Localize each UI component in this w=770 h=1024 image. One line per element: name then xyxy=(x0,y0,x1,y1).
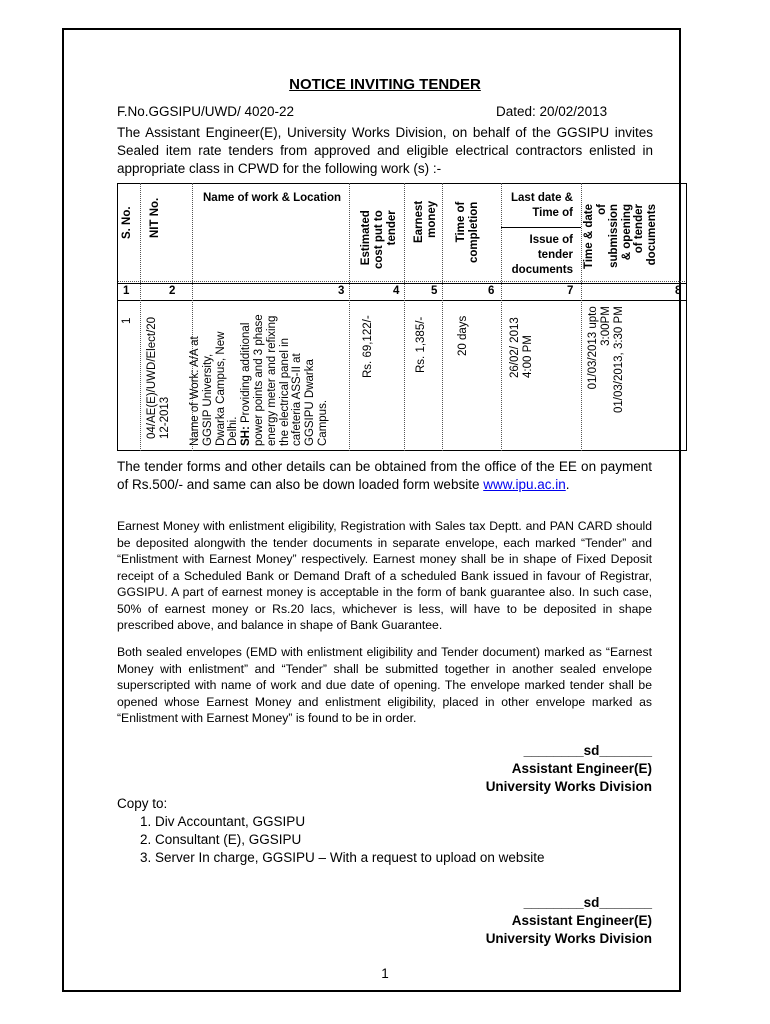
row-sno: 1 xyxy=(121,317,133,324)
row-nit: 04/AE(E)/UWD/Elect/20 12-2013 xyxy=(146,316,171,439)
row-work-description: Name of Work: A/A at GGSIP University, Dwarka Campus, New Delhi. SH: Providing additional power points and 3 phase energy meter and refixing the electrical panel in cafeteria ASS-II at GGSIPU Dwarka Campus. xyxy=(189,314,329,446)
col-number: 6 xyxy=(488,285,495,297)
col-number: 4 xyxy=(393,285,400,297)
website-link[interactable]: www.ipu.ac.in xyxy=(483,477,566,492)
copy-to-item: 1. Div Accountant, GGSIPU xyxy=(155,813,544,831)
header-issue: Issue of tender documents xyxy=(511,234,573,276)
earnest-money-paragraph: Earnest Money with enlistment eligibility, Registration with Sales tax Deptt. and PAN CARD should be deposited alongwith the tender documents in separate envelope, each marked “Tender” and “Enlistment with Earnest Money” respectively. Earnest money shall be in shape of Fixed Deposit receipt of a Scheduled Bank or Demand Draft of a scheduled Bank issued in favour of Registrar, GGSIPU. A part of earnest money is acceptable in the form of bank guarantee also. In such case, 50% of earnest money or Rs.20 lacs, whichever is less, will have to be deposited in shape prescribed above, and balance in shape of Bank Guarantee. xyxy=(117,519,652,632)
row-earnest-money: Rs. 1,385/- xyxy=(415,316,427,373)
notice-title: NOTICE INVITING TENDER xyxy=(289,76,481,93)
signature-block: ________sd_______ Assistant Engineer(E) University Works Division xyxy=(485,743,652,794)
header-earnest-money: Earnest money xyxy=(413,200,438,243)
header-completion: Time of completion xyxy=(455,201,480,263)
col-number: 3 xyxy=(338,285,345,297)
col-number: 5 xyxy=(431,285,438,297)
header-nit: NIT No. xyxy=(149,197,161,238)
notice-date: Dated: 20/02/2013 xyxy=(496,104,608,119)
envelopes-paragraph: Both sealed envelopes (EMD with enlistment eligibility and Tender document) marked as “Earnest Money with enlistment” and “Tender” shall be submitted together in another sealed envelope superscripted with name of work and due date of opening. The envelope marked tender shall be opened whose Earnest Money and enlistment eligibility, placed in other envelope marked as “Enlistment with Earnest Money” is found to be in order. xyxy=(117,645,652,725)
copy-to: Copy to: 1. Div Accountant, GGSIPU 2. Consultant (E), GGSIPU 3. Server In charge, GGSIPU – With a request to upload on website xyxy=(117,795,544,867)
col-number: 2 xyxy=(169,285,176,297)
header-sno: S. No. xyxy=(121,206,133,239)
page-number: 1 xyxy=(381,966,389,981)
tender-forms-paragraph: The tender forms and other details can be obtained from the office of the EE on payment of Rs.500/- and same can also be down loaded form website www.ipu.ac.in. xyxy=(117,459,652,492)
header-estimated: Estimated cost put to tender xyxy=(360,210,398,269)
row-last-date: 26/02/ 2013 4:00 PM xyxy=(509,317,534,378)
col-number: 8 xyxy=(675,285,682,297)
intro-paragraph: The Assistant Engineer(E), University Works Division, on behalf of the GGSIPU invites Sealed item rate tenders from approved and eligible electrical contractors enlisted in appropriate class in CPWD for the following work (s) :- xyxy=(117,125,653,176)
header-submission: Time & date of submission & opening of tender documents xyxy=(583,204,658,269)
row-completion: 20 days xyxy=(457,315,469,356)
file-number: F.No.GGSIPU/UWD/ 4020-22 xyxy=(117,104,295,119)
signature-block: ________sd_______ Assistant Engineer(E) University Works Division xyxy=(485,895,652,946)
copy-to-item: 3. Server In charge, GGSIPU – With a request to upload on website xyxy=(155,849,544,867)
row-estimated-cost: Rs. 69,122/- xyxy=(362,315,374,378)
row-submission: 01/03/2013 upto 3:00PM 01/03/2013, 3:30 PM xyxy=(587,306,625,413)
copy-to-item: 2. Consultant (E), GGSIPU xyxy=(155,831,544,849)
header-last-date: Last date & Time of xyxy=(511,192,573,219)
tender-table xyxy=(117,183,687,451)
col-number: 7 xyxy=(567,285,574,297)
header-work-name: Name of work & Location xyxy=(203,192,342,204)
col-number: 1 xyxy=(123,285,130,297)
